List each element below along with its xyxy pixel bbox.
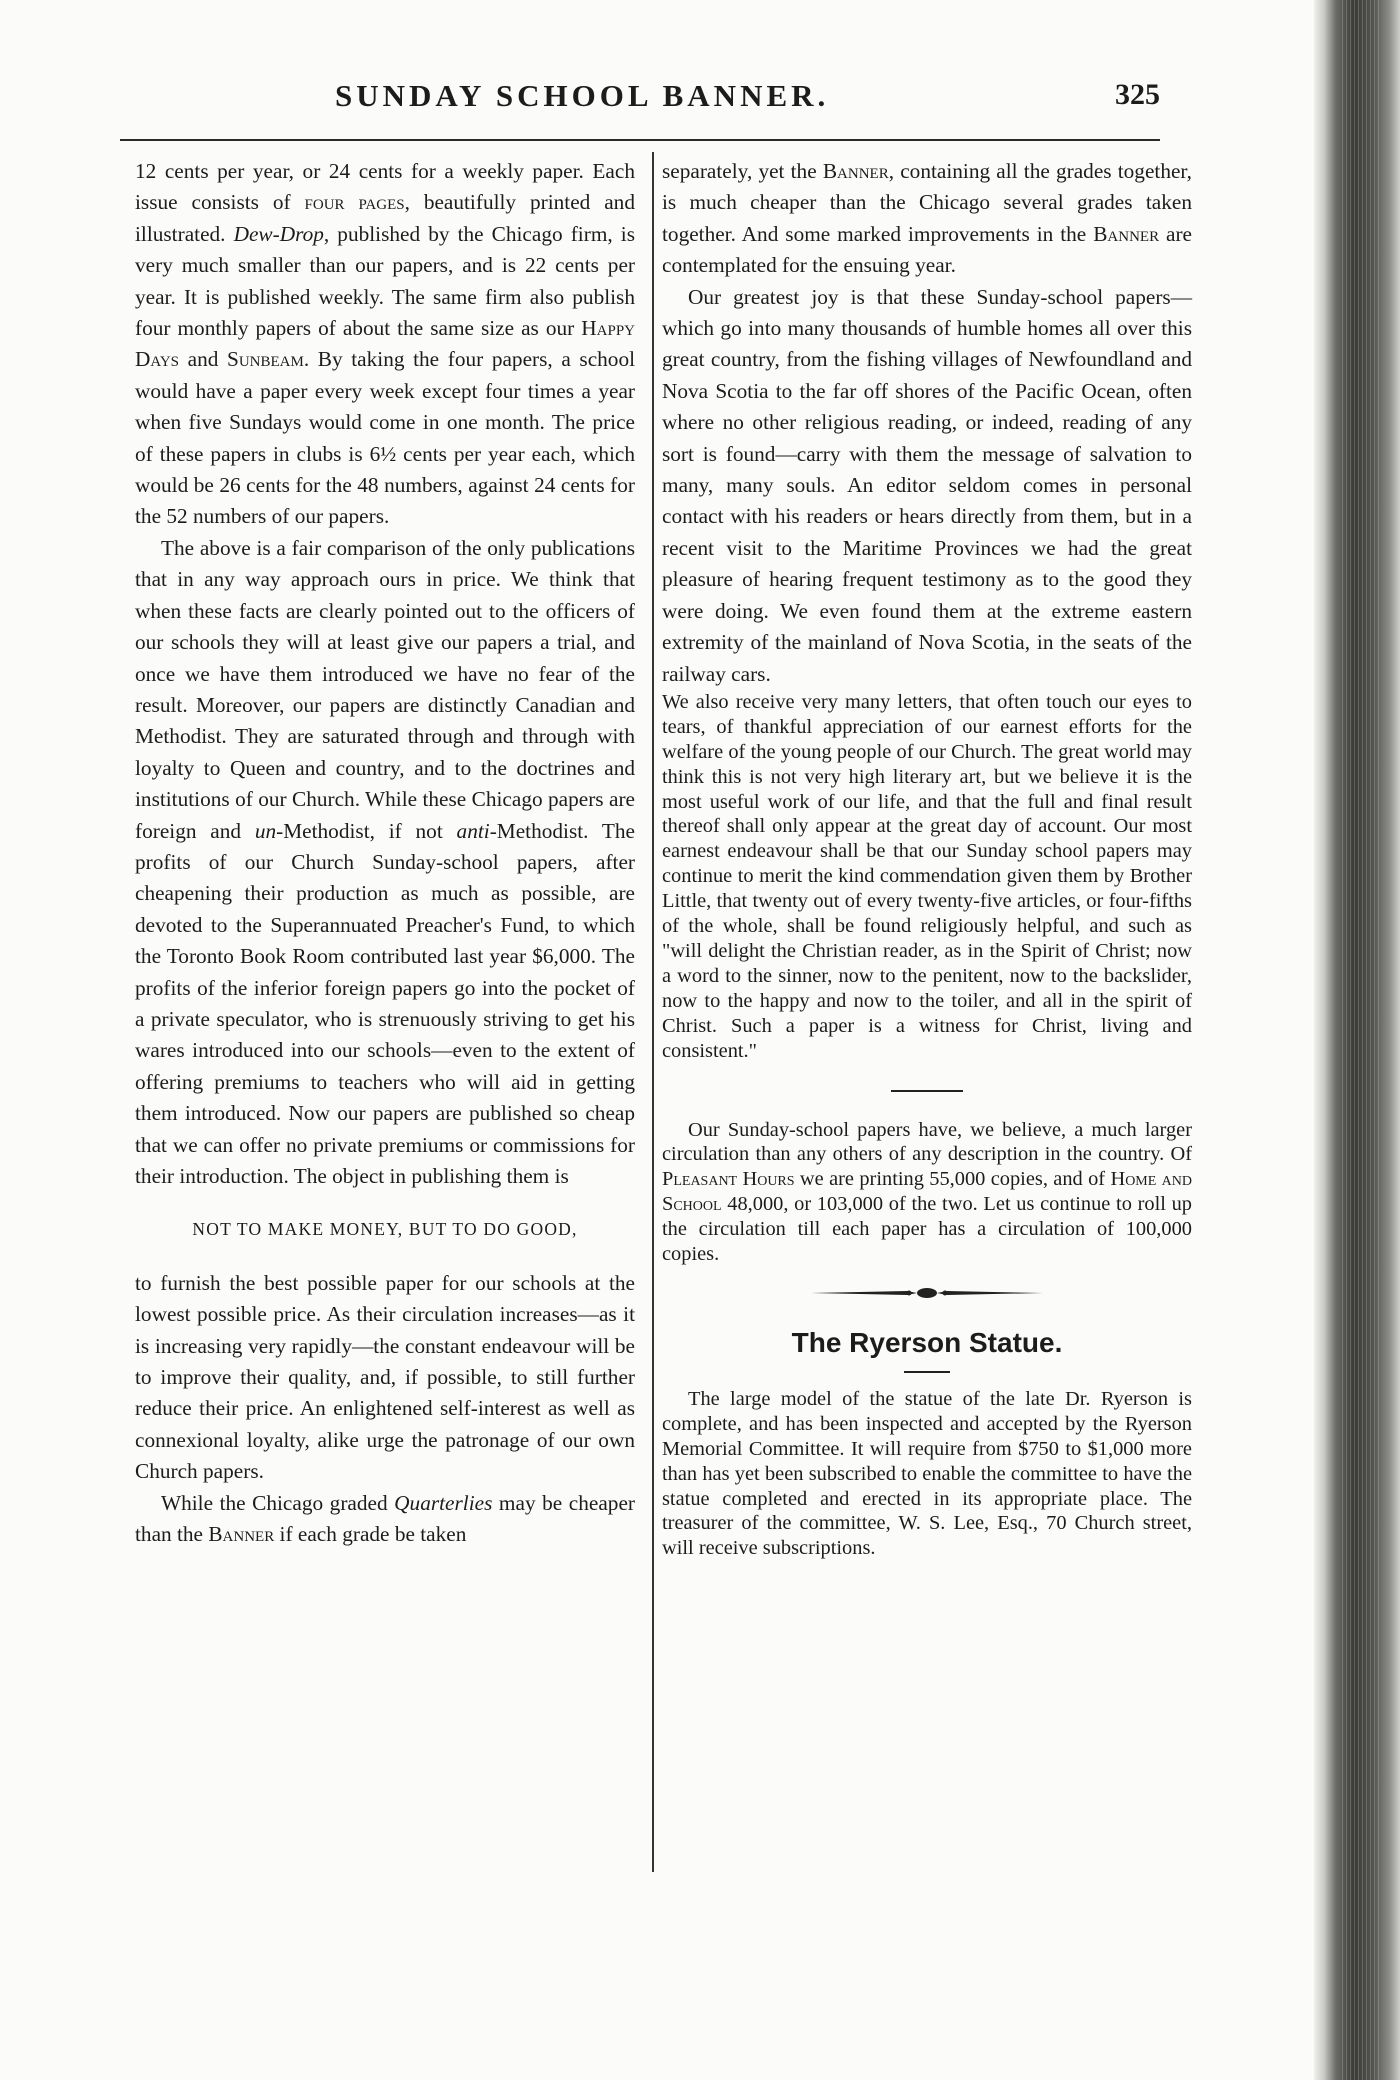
column-divider bbox=[652, 152, 654, 1872]
book-page-edge bbox=[1314, 0, 1400, 2080]
section-title: The Ryerson Statue. bbox=[791, 1326, 1063, 1358]
ornamental-divider bbox=[807, 1283, 1047, 1303]
ornament-graphic bbox=[807, 1283, 1047, 1303]
motto-line: NOT TO MAKE MONEY, BUT TO DO GOOD, bbox=[192, 1219, 578, 1240]
right-column bbox=[662, 156, 1192, 1561]
section-separator-rule bbox=[891, 1090, 963, 1092]
left-column bbox=[135, 156, 635, 1550]
paragraph: 12 cents per year, or 24 cents for a weekly paper. Each issue consists of four pages, beautifully printed and illustrated. Dew-Drop, published by the Chicago firm, is very much smaller than our papers, and is 22 cents per year. It is published weekly. The same firm also publish four monthly papers of about the same size as our Happy Days and Sunbeam. By taking the four papers, a school would have a paper every week except four times a year when five Sundays would come in one month. The price of these papers in clubs is 6½ cents per year each, which would be 26 cents for the 48 numbers, against 24 cents for the 52 numbers of our papers. bbox=[135, 159, 636, 529]
paragraph: separately, yet the Banner, containing all the grades together, is much cheaper than the Chicago several grades taken together. And some marked improvements in the Banner are contemplated for the ensuing year. bbox=[662, 159, 1193, 278]
paragraph: to furnish the best possible paper for our schools at the lowest possible price. As their circulation increases—as it is increasing very rapidly—the constant endeavour will be to improve their quality, and, if possible, to still further reduce their price. An enlightened self-interest as well as connexional loyalty, alike urge the patronage of our own Church papers. bbox=[135, 1270, 635, 1484]
header-rule bbox=[120, 139, 1160, 141]
title-rule bbox=[904, 1371, 950, 1373]
paragraph: Our greatest joy is that these Sunday-school papers—which go into many thousands of humble homes all over this great country, from the fishing villages of Newfoundland and Nova Scotia to the far off shores of the Pacific Ocean, often where no other religious reading, or indeed, reading of any sort is found—carry with them the message of salvation to many, many souls. An editor seldom comes in personal contact with his readers or hears directly from them, but in a recent visit to the Maritime Provinces we had the great pleasure of hearing frequent testimony as to the good they were doing. We even found them at the extreme eastern extremity of the mainland of Nova Scotia, in the seats of the railway cars. bbox=[662, 284, 1192, 686]
paragraph-small: We also receive very many letters, that often touch our eyes to tears, of thankful appreciation of our earnest efforts for the welfare of the young people of our Church. The great world may think this is not very high literary art, but we believe it is the most useful work of our life, and that the full and final result thereof shall only appear at the great day of account. Our most earnest endeavour shall be that our Sunday school papers may continue to merit the kind commendation given them by Brother Little, that twenty out of every twenty-five articles, or four-fifths of the whole, shall be found religiously helpful, and such as "will delight the Christian reader, as in the Spirit of Christ; now a word to the sinner, now to the penitent, now to the backslider, now to the happy and now to the toiler, and all in the spirit of Christ. Such a paper is a witness for Christ, living and consistent." bbox=[662, 690, 1192, 1062]
page-edge-lines bbox=[1342, 0, 1382, 2080]
paragraph: The above is a fair comparison of the only publications that in any way approach ours in price. We think that when these facts are clearly pointed out to the officers of our schools they will at least give our papers a trial, and once we have them introduced we have no fear of the result. Moreover, our papers are distinctly Canadian and Methodist. They are saturated through and through with loyalty to Queen and country, and to the doctrines and institutions of our Church. While these Chicago papers are foreign and un-Methodist, if not anti-Methodist. The profits of our Church Sunday-school papers, after cheapening their production as much as possible, are devoted to the Superannuated Preacher's Fund, to which the Toronto Book Room contributed last year $6,000. The profits of the inferior foreign papers go into the pocket of a private speculator, who is strenuously striving to get his wares introduced into our schools—even to the extent of offering premiums to teachers who will aid in getting them introduced. Now our papers are published so cheap that we can offer no private premiums or commissions for their introduction. The object in publishing them is bbox=[135, 535, 635, 1188]
running-title: SUNDAY SCHOOL BANNER. bbox=[335, 78, 830, 113]
page-number: 325 bbox=[1115, 78, 1160, 111]
page-header bbox=[120, 70, 1160, 120]
paragraph-small: Our Sunday-school papers have, we believe, a much larger circulation than any others of any description in the country. Of Pleasant Hours we are printing 55,000 copies, and of Home and School 48,000, or 103,000 of the two. Let us continue to roll up the circulation till each paper has a circulation of 100,000 copies. bbox=[662, 1118, 1193, 1266]
paragraph: While the Chicago graded Quarterlies may be cheaper than the Banner if each grade be taken bbox=[135, 1490, 635, 1547]
paragraph-small: The large model of the statue of the late Dr. Ryerson is complete, and has been inspected and accepted by the Ryerson Memorial Committee. It will require from $750 to $1,000 more than has yet been subscribed to enable the committee to have the statue completed and erected in its appropriate place. The treasurer of the committee, W. S. Lee, Esq., 70 Church street, will receive subscriptions. bbox=[662, 1387, 1192, 1560]
